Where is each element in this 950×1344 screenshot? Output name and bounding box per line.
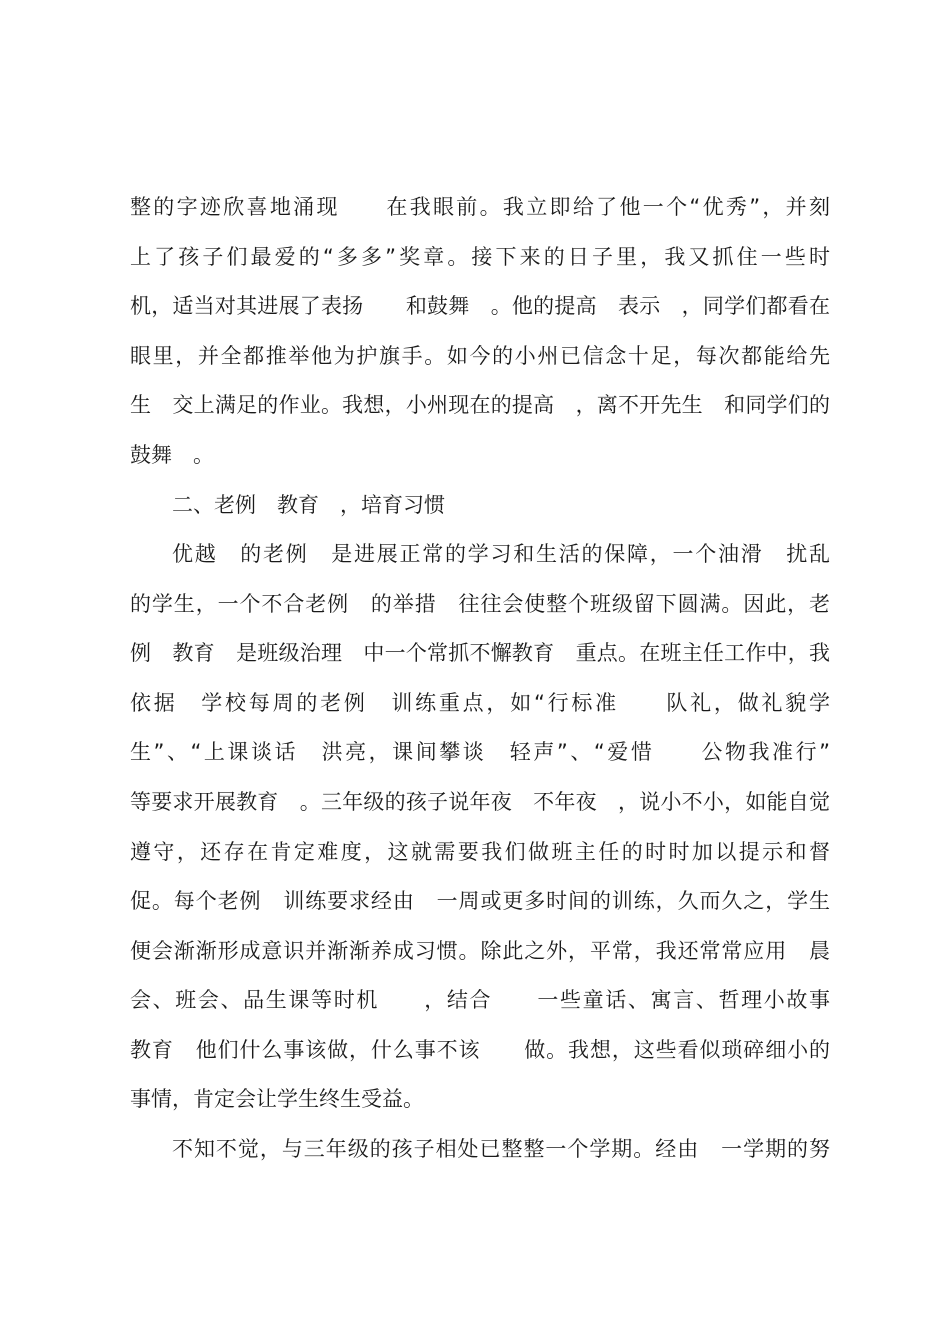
- text-line: 眼里，并全都推举他为护旗手。如今的小州已信念十足，每次都能给先: [130, 344, 830, 368]
- text-line: 教育 他们什么事该做，什么事不该 做。我想，这些看似琐碎细小的: [130, 1038, 830, 1062]
- text-line: 促。每个老例 训练要求经由 一周或更多时间的训练，久而久之，学生: [130, 889, 830, 913]
- text-line: 依据 学校每周的老例 训练重点，如“行标准 队礼，做礼貌学: [130, 691, 830, 715]
- text-line: 生”、“上课谈话 洪亮，课间攀谈 轻声”、“爱惜 公物我准行”: [130, 740, 830, 764]
- text-line: 不知不觉，与三年级的孩子相处已整整一个学期。经由 一学期的努: [172, 1137, 830, 1161]
- text-line: 事情，肯定会让学生终生受益。: [130, 1087, 424, 1111]
- text-line: 遵守，还存在肯定难度，这就需要我们做班主任的时时加以提示和督: [130, 840, 830, 864]
- text-line: 整的字迹欣喜地涌现 在我眼前。我立即给了他一个“优秀”，并刻: [130, 195, 830, 219]
- text-line: 例 教育 是班级治理 中一个常抓不懈教育 重点。在班主任工作中，我: [130, 641, 830, 665]
- text-line: 生 交上满足的作业。我想，小州现在的提高 ，离不开先生 和同学们的: [130, 393, 830, 417]
- text-line: 等要求开展教育 。三年级的孩子说年夜 不年夜 ，说小不小，如能自觉: [130, 790, 830, 814]
- text-line: 鼓舞 。: [130, 443, 214, 467]
- text-line: 的学生，一个不合老例 的举措 往往会使整个班级留下圆满。因此，老: [130, 592, 830, 616]
- text-line: 便会渐渐形成意识并渐渐养成习惯。除此之外，平常，我还常常应用 晨: [130, 939, 830, 963]
- text-line: 机，适当对其进展了表扬 和鼓舞 。他的提高 表示 ，同学们都看在: [130, 294, 830, 318]
- text-line: 上了孩子们最爱的“多多”奖章。接下来的日子里，我又抓住一些时: [130, 245, 830, 269]
- text-line: 会、班会、品生课等时机 ，结合 一些童话、寓言、哲理小故事: [130, 988, 830, 1012]
- text-line: 优越 的老例 是进展正常的学习和生活的保障，一个油滑 扰乱: [172, 542, 830, 566]
- section-heading: 二、老例 教育 ，培育习惯: [172, 493, 445, 517]
